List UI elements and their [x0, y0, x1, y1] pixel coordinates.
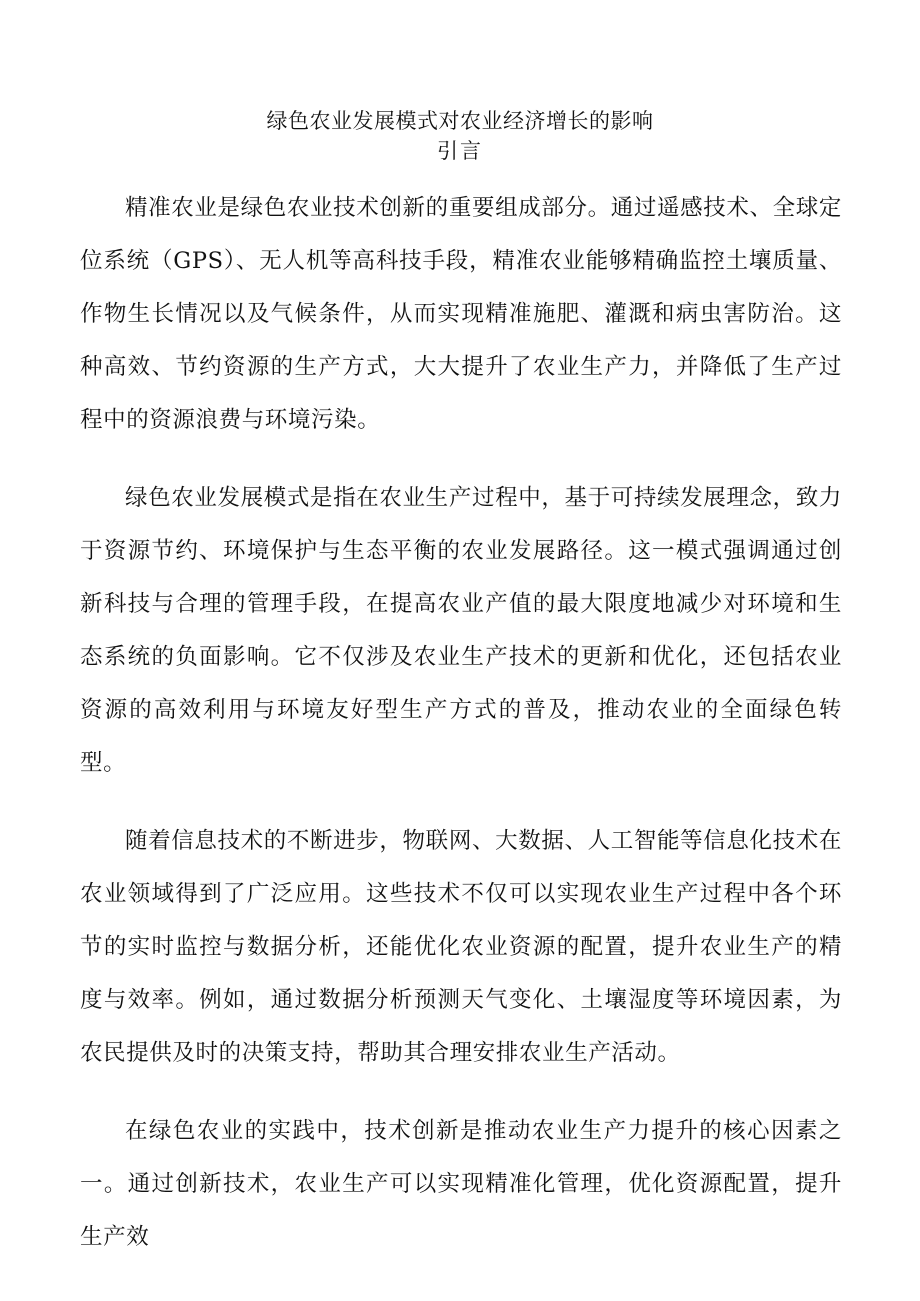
document-title: 绿色农业发展模式对农业经济增长的影响 [266, 109, 654, 133]
document-body [80, 182, 842, 1264]
title-block [0, 106, 920, 166]
paragraph-2: 绿色农业发展模式是指在农业生产过程中，基于可持续发展理念，致力于资源节约、环境保护与生态平衡的农业发展路径。这一模式强调通过创新科技与合理的管理手段，在提高农业产值的最大限度地减少对环境和生态系统的负面影响。它不仅涉及农业生产技术的更新和优化，还包括农业资源的高效利用与环境友好型生产方式的普及，推动农业的全面绿色转型。 [80, 485, 842, 776]
paragraph-1: 精准农业是绿色农业技术创新的重要组成部分。通过遥感技术、全球定位系统（GPS）、无人机等高科技手段，精准农业能够精确监控土壤质量、作物生长情况以及气候条件，从而实现精准施肥、灌溉和病虫害防治。这种高效、节约资源的生产方式，大大提升了农业生产力，并降低了生产过程中的资源浪费与环境污染。 [80, 195, 842, 433]
paragraph-3: 随着信息技术的不断进步，物联网、大数据、人工智能等信息化技术在农业领域得到了广泛应用。这些技术不仅可以实现农业生产过程中各个环节的实时监控与数据分析，还能优化农业资源的配置，提升农业生产的精度与效率。例如，通过数据分析预测天气变化、土壤湿度等环境因素，为农民提供及时的决策支持，帮助其合理安排农业生产活动。 [80, 828, 842, 1066]
paragraph-4: 在绿色农业的实践中，技术创新是推动农业生产力提升的核心因素之一。通过创新技术，农业生产可以实现精准化管理，优化资源配置，提升生产效 [80, 1118, 842, 1250]
document-subtitle: 引言 [437, 139, 483, 163]
